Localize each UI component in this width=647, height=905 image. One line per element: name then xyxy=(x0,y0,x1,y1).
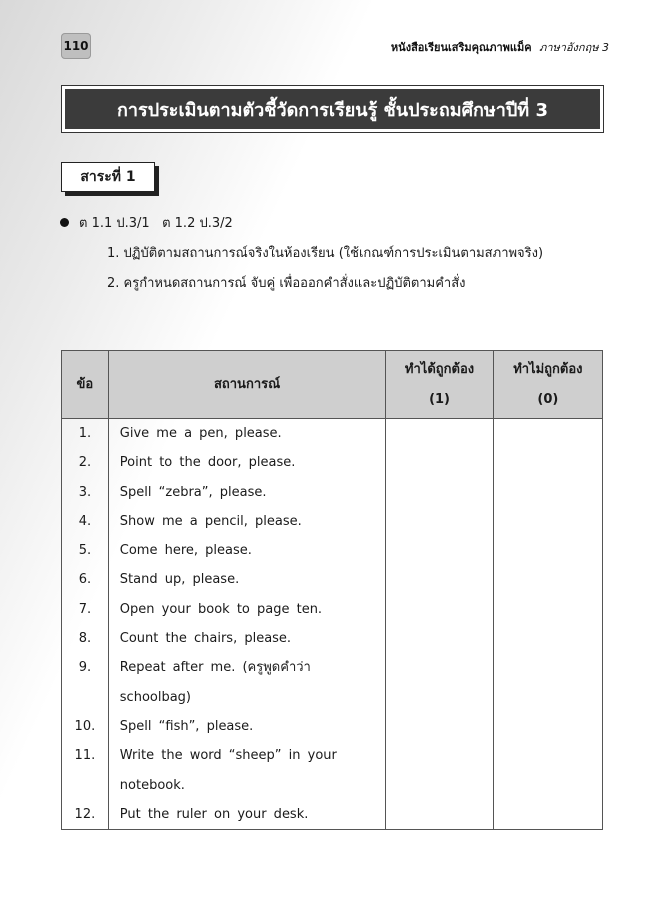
situation-text: Spell “zebra”, please. xyxy=(119,484,267,500)
item-number: 7. xyxy=(78,601,92,617)
title-banner xyxy=(61,85,604,133)
section-label: สาระที่ 1 xyxy=(61,162,155,192)
header-num-label: ข้อ xyxy=(76,376,94,392)
situation-text: Give me a pen, please. xyxy=(119,426,282,441)
header-num xyxy=(62,351,109,419)
assessment-table xyxy=(61,350,603,830)
situation-text: Write the word “sheep” in your xyxy=(119,748,337,764)
page-title: การประเมินตามตัวชี้วัดการเรียนรู้ ชั้นประถมศึกษาปีที่ 3 xyxy=(65,89,600,129)
running-header-book-title: หนังสือเรียนเสริมคุณภาพแม็ค xyxy=(390,41,532,54)
running-header-subject: ภาษาอังกฤษ 3 xyxy=(539,41,609,54)
situation-text: Spell “fish”, please. xyxy=(119,718,254,734)
table-header-row xyxy=(62,351,603,419)
header-correct xyxy=(386,351,493,419)
header-correct-score: (1) xyxy=(429,391,450,407)
situation-text: Show me a pencil, please. xyxy=(119,513,302,529)
table-body-row xyxy=(62,419,603,830)
item-number: 9. xyxy=(78,660,92,676)
header-correct-label: ทำได้ถูกต้อง xyxy=(404,361,475,377)
situation-text: Repeat after me. (ครูพูดคำว่า xyxy=(119,660,311,676)
incorrect-score-cell[interactable] xyxy=(493,419,602,830)
situation-text: Count the chairs, please. xyxy=(119,631,292,647)
situation-text: Open your book to page ten. xyxy=(119,601,323,617)
instruction-1: 1. ปฏิบัติตามสถานการณ์จริงในห้องเรียน (ใช้เกณฑ์การประเมินตามสภาพจริง) xyxy=(107,246,544,261)
header-situation-label: สถานการณ์ xyxy=(213,376,281,392)
item-number: 8. xyxy=(78,631,92,647)
instruction-2: 2. ครูกำหนดสถานการณ์ จับคู่ เพื่อออกคำสั่งและปฏิบัติตามคำสั่ง xyxy=(107,276,466,291)
header-incorrect-label: ทำไม่ถูกต้อง xyxy=(513,361,583,377)
item-number: 4. xyxy=(78,513,92,529)
item-number: 12. xyxy=(74,806,96,822)
correct-score-cell[interactable] xyxy=(386,419,493,830)
situation-text: notebook. xyxy=(119,777,185,793)
indicator-line xyxy=(60,212,233,233)
item-number: 10. xyxy=(74,718,96,734)
situation-text: Come here, please. xyxy=(119,543,252,559)
item-number: 5. xyxy=(78,543,92,559)
item-number: 2. xyxy=(78,455,92,471)
header-situation xyxy=(108,351,386,419)
situation-column xyxy=(108,419,386,830)
item-number: 3. xyxy=(78,484,92,500)
page-number: 110 xyxy=(61,33,91,59)
item-number: 11. xyxy=(74,748,96,764)
indicators-text: ต 1.1 ป.3/1 ต 1.2 ป.3/2 xyxy=(79,216,233,231)
bullet-icon xyxy=(60,218,69,227)
item-number-column xyxy=(62,419,109,830)
situation-text: schoolbag) xyxy=(119,689,192,705)
situation-text: Stand up, please. xyxy=(119,572,240,588)
header-incorrect xyxy=(493,351,602,419)
running-header xyxy=(391,38,609,56)
item-number: 6. xyxy=(78,572,92,588)
item-number: 1. xyxy=(78,426,92,441)
header-incorrect-score: (0) xyxy=(537,391,559,407)
situation-text: Put the ruler on your desk. xyxy=(119,806,309,822)
situation-text: Point to the door, please. xyxy=(119,455,296,471)
